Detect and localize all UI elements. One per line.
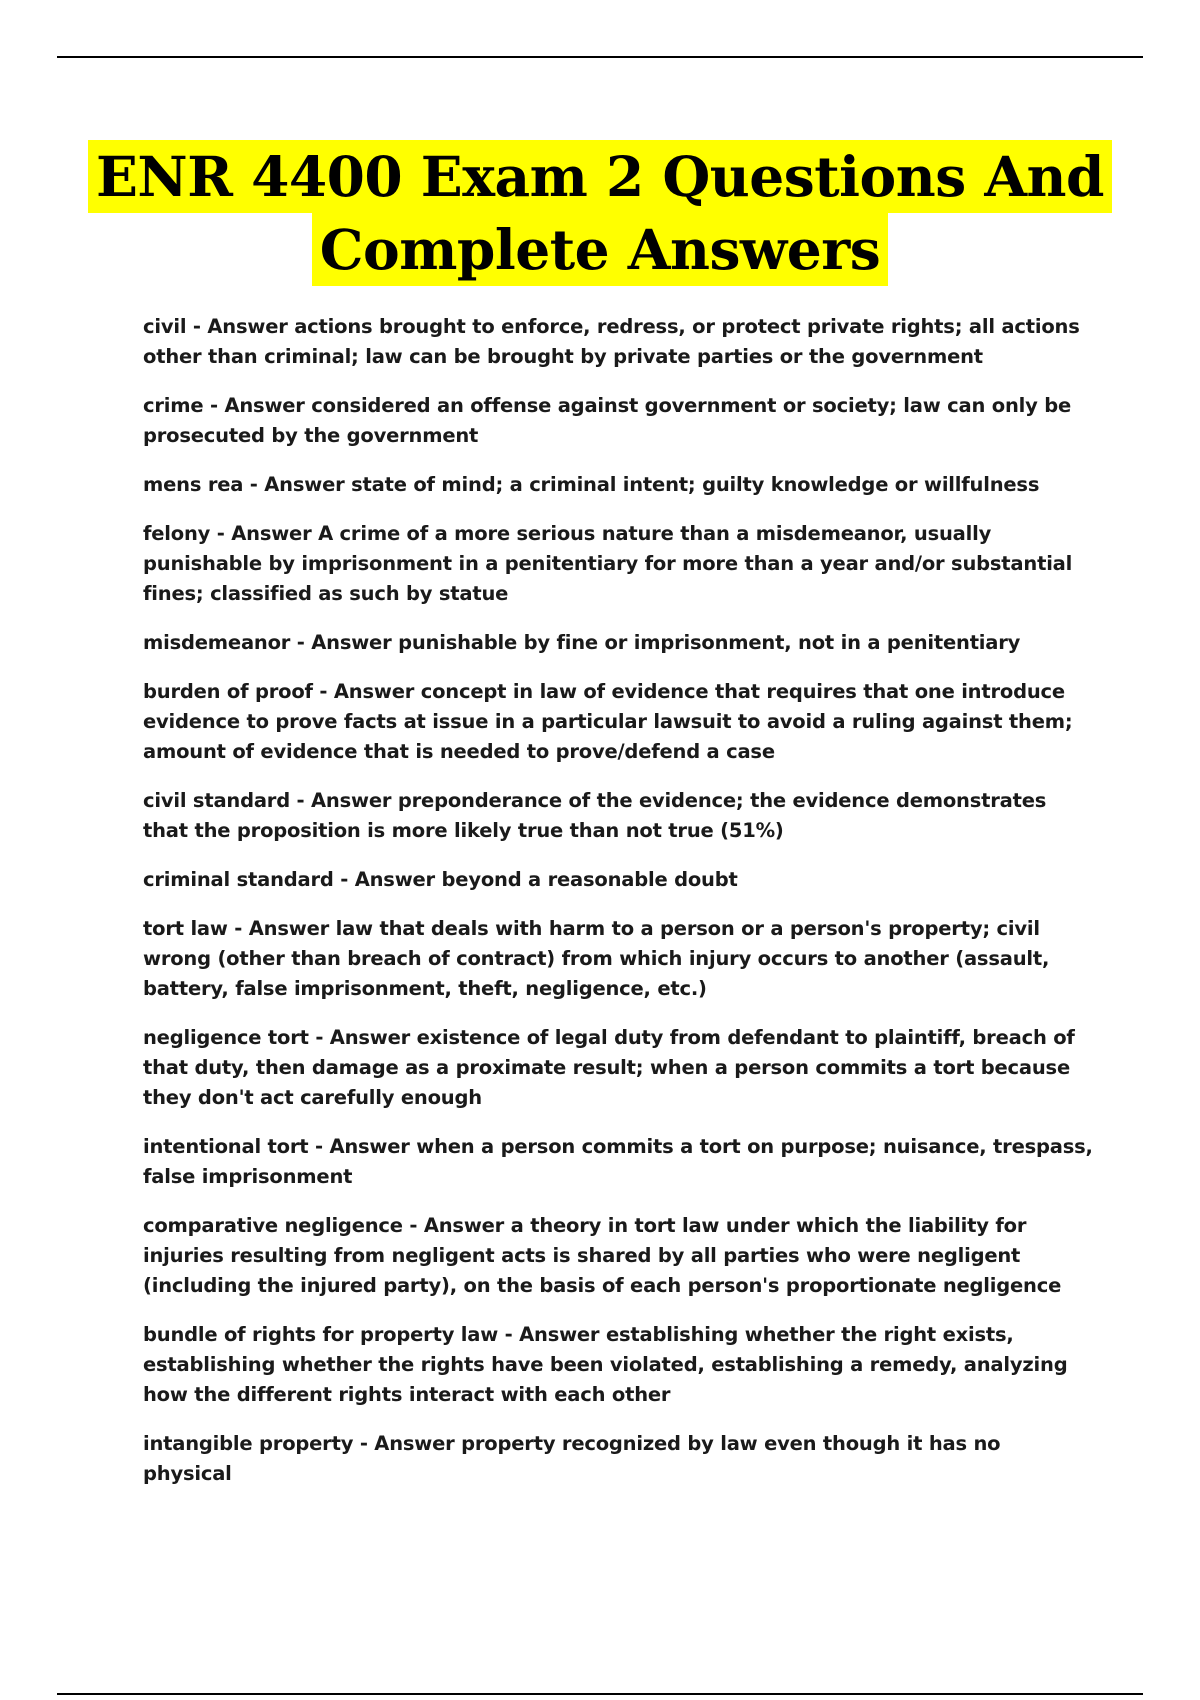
qa-entry: burden of proof - Answer concept in law of evidence that requires that one introduce evidence to prove facts at issue in a particular lawsuit to avoid a ruling against them; amount of evidence that is needed to prove/defend a case — [143, 680, 1073, 763]
qa-entry: civil - Answer actions brought to enforce, redress, or protect private rights; all actions other than criminal; law can be brought by private parties or the government — [143, 315, 1080, 368]
qa-entry: intangible property - Answer property recognized by law even though it has no physical — [143, 1432, 1001, 1485]
qa-entry: bundle of rights for property law - Answer establishing whether the right exists, establishing whether the rights have been violated, establishing a remedy, analyzing how the different rights interact with each other — [143, 1323, 1068, 1406]
qa-entry: misdemeanor - Answer punishable by fine or imprisonment, not in a penitentiary — [143, 631, 1021, 654]
document-title — [0, 140, 1200, 286]
qa-entry: mens rea - Answer state of mind; a criminal intent; guilty knowledge or willfulness — [143, 473, 1040, 496]
qa-entry: tort law - Answer law that deals with harm to a person or a person's property; civil wrong (other than breach of contract) from which injury occurs to another (assault, battery, false imprisonment, theft, negligence, etc.) — [143, 917, 1050, 1000]
qa-entry: comparative negligence - Answer a theory in tort law under which the liability for injuries resulting from negligent acts is shared by all parties who were negligent (including the injured party), on the basis of each person's proportionate negligence — [143, 1214, 1062, 1297]
qa-entry: felony - Answer A crime of a more serious nature than a misdemeanor, usually punishable by imprisonment in a penitentiary for more than a year and/or substantial fines; classified as such by statue — [143, 522, 1073, 605]
bottom-rule — [57, 1693, 1143, 1695]
title-line-1: ENR 4400 Exam 2 Questions And — [88, 140, 1112, 213]
top-rule — [57, 56, 1143, 58]
qa-list — [143, 312, 1093, 1508]
qa-entry: criminal standard - Answer beyond a reasonable doubt — [143, 868, 738, 891]
title-line-2: Complete Answers — [312, 213, 888, 286]
qa-entry: crime - Answer considered an offense against government or society; law can only be prosecuted by the government — [143, 394, 1071, 447]
qa-entry: negligence tort - Answer existence of legal duty from defendant to plaintiff, breach of that duty, then damage as a proximate result; when a person commits a tort because they don't act carefully enough — [143, 1026, 1075, 1109]
qa-entry: civil standard - Answer preponderance of the evidence; the evidence demonstrates that the proposition is more likely true than not true (51%) — [143, 789, 1047, 842]
qa-entry: intentional tort - Answer when a person commits a tort on purpose; nuisance, trespass, false imprisonment — [143, 1135, 1093, 1188]
